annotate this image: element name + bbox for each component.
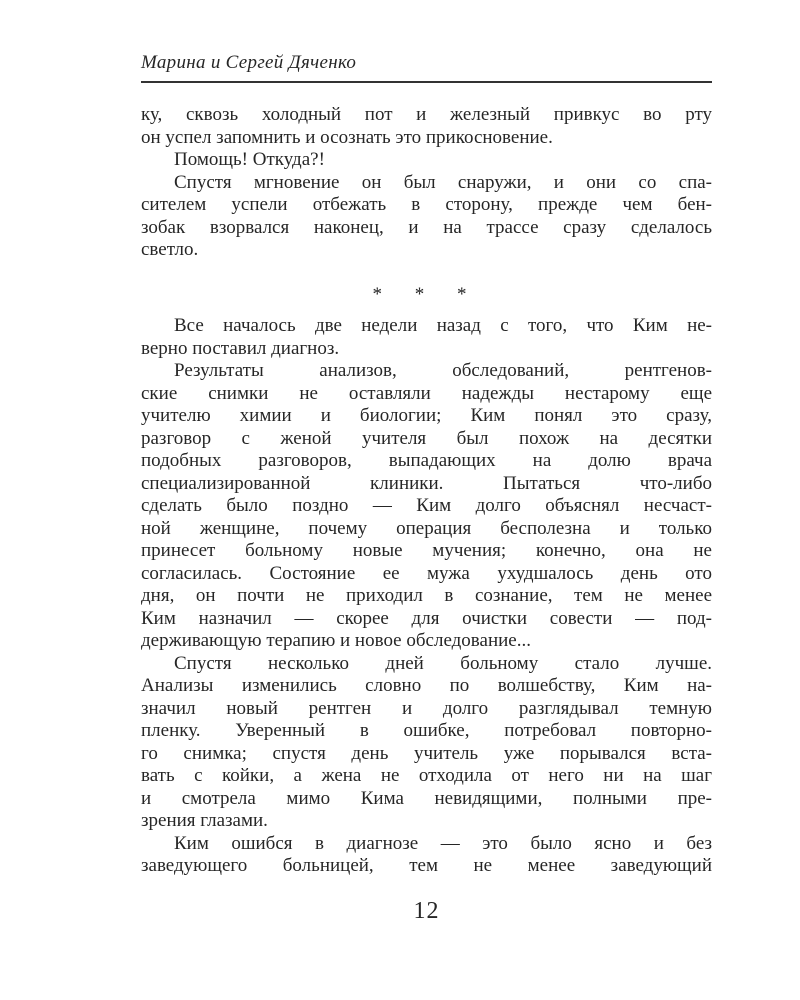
section-separator: * * * [372, 284, 481, 305]
text-line: зрения глазами. [141, 810, 268, 831]
text-section-2 [141, 315, 712, 878]
text-line: сителем успели отбежать в сторону, прежде чем бен- [141, 194, 712, 215]
text-line: заведующего больницей, тем не менее заведующий [141, 855, 712, 876]
text-line: подобных разговоров, выпадающих на долю врача [141, 450, 712, 471]
text-line: го снимка; спустя день учитель уже порывался вста- [141, 742, 712, 764]
text-line: ной женщине, почему операция бесполезна и только [141, 517, 712, 539]
text-line: разговор с женой учителя был похож на десятки [141, 427, 712, 449]
text-line: принесет больному новые мучения; конечно, она не [141, 540, 712, 561]
page-number: 12 [413, 898, 440, 924]
text-line: ские снимки не оставляли надежды нестарому еще [141, 382, 712, 404]
text-line: светло. [141, 239, 199, 260]
text-line: Все началось две недели назад с того, что Ким не- [174, 315, 712, 336]
text-line: он успел запомнить и осознать это прикосновение. [141, 126, 553, 148]
text-line: и смотрела мимо Кима невидящими, полными пре- [141, 787, 712, 809]
text-line: значил новый рентген и долго разглядывал темную [141, 697, 712, 719]
header-rule [141, 81, 712, 83]
text-line: сделать было поздно — Ким долго объяснял несчаст- [141, 495, 712, 516]
text-section-1 [141, 104, 712, 262]
text-line: ку, сквозь холодный пот и железный привкус во рту [141, 104, 712, 125]
text-line: Анализы изменились словно по волшебству, Ким на- [141, 675, 712, 696]
text-line: Результаты анализов, обследований, рентгенов- [174, 360, 712, 381]
text-line: держивающую терапию и новое обследование... [141, 630, 531, 651]
text-line: дня, он почти не приходил в сознание, тем не менее [141, 585, 712, 606]
text-line: зобак взорвался наконец, и на трассе сразу сделалось [141, 216, 712, 238]
text-line: учителю химии и биологии; Ким понял это сразу, [141, 405, 712, 426]
text-line: Ким ошибся в диагнозе — это было ясно и без [174, 832, 712, 854]
text-line: Помощь! Откуда?! [174, 149, 325, 170]
text-line: верно поставил диагноз. [141, 337, 340, 359]
text-line: вать с койки, а жена не отходила от него ни на шаг [141, 765, 712, 786]
text-line: специализированной клиники. Пытаться что-либо [141, 472, 712, 494]
text-line: Спустя мгновение он был снаружи, и они со спа- [174, 171, 712, 193]
text-line: согласилась. Состояние ее мужа ухудшалось день ото [141, 562, 712, 584]
running-header: Марина и Сергей Дяченко [141, 52, 357, 73]
text-line: Ким назначил — скорее для очистки совести — под- [141, 607, 712, 629]
text-line: Спустя несколько дней больному стало лучше. [174, 652, 712, 674]
text-line: пленку. Уверенный в ошибке, потребовал повторно- [141, 720, 712, 741]
